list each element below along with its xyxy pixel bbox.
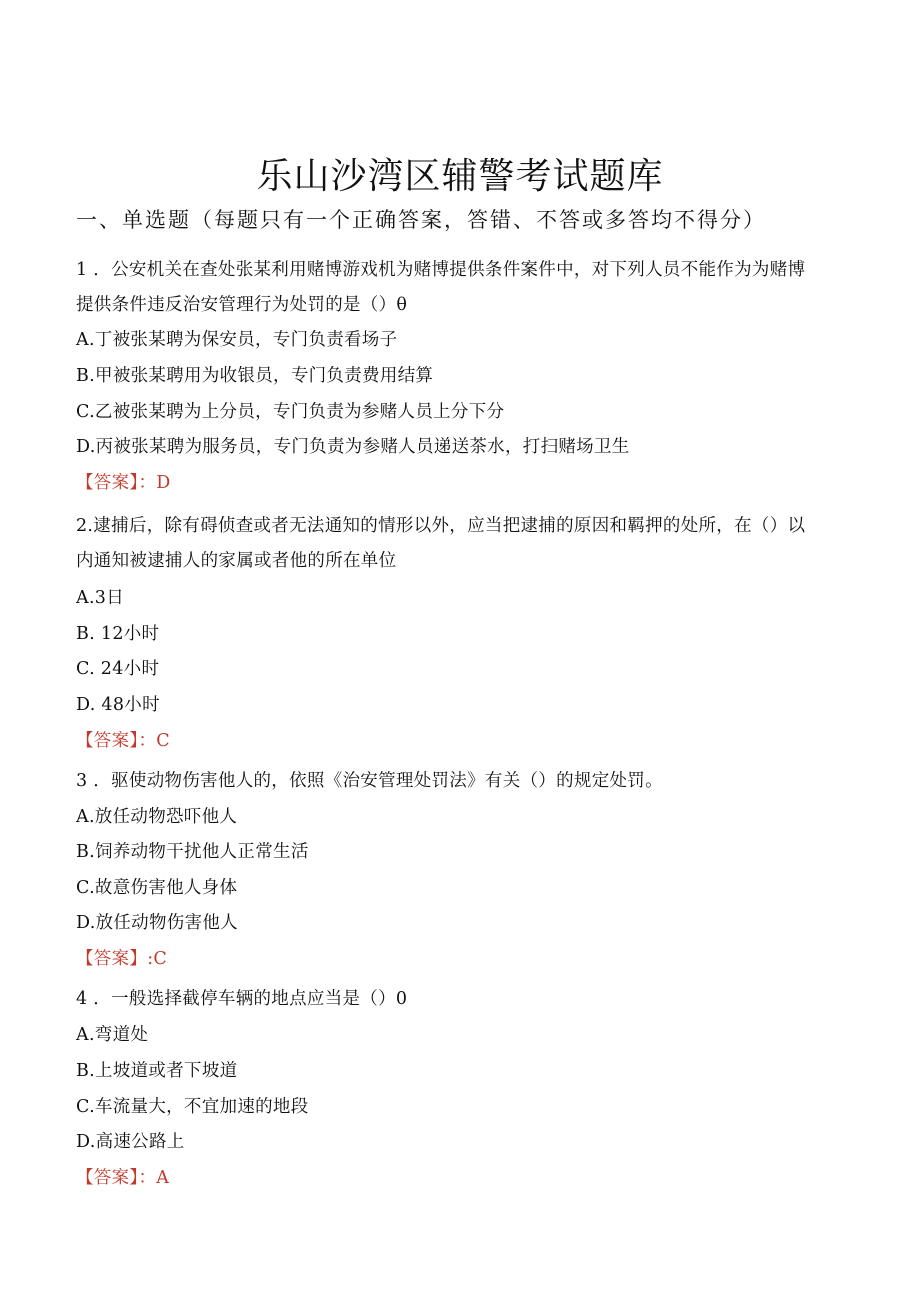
question-1-stem-line-2: 提供条件违反治安管理行为处罚的是（）θ: [76, 295, 408, 315]
question-2-option-b: B. 12小时: [76, 624, 160, 644]
question-3-stem-line-1: 3 ．驱使动物伤害他人的，依照《治安管理处罚法》有关（）的规定处罚。: [76, 771, 663, 791]
question-3-option-a: A.放任动物恐吓他人: [76, 807, 238, 827]
question-2-option-a: A.3日: [76, 588, 125, 608]
question-4-option-c: C.车流量大，不宜加速的地段: [76, 1097, 309, 1117]
question-2-stem-line-1: 2.逮捕后，除有碍侦查或者无法通知的情形以外，应当把逮捕的原因和羁押的处所，在（）以: [76, 516, 806, 536]
answer-value: :C: [147, 949, 168, 969]
question-1-option-b: B.甲被张某聘用为收银员，专门负责费用结算: [76, 366, 434, 386]
question-1-option-c: C.乙被张某聘为上分员，专门负责为参赌人员上分下分: [76, 402, 505, 422]
question-3-option-b: B.饲养动物干扰他人正常生活: [76, 842, 309, 862]
question-2-option-d: D. 48小时: [76, 695, 160, 715]
answer-value: ：C: [138, 731, 170, 751]
question-3-answer: [76, 945, 167, 970]
answer-label: 【答案】: [76, 731, 139, 751]
document-title: 乐山沙湾区辅警考试题库: [256, 156, 664, 197]
answer-label: 【答案】: [76, 949, 148, 969]
answer-label: 【答案】: [76, 1168, 139, 1188]
question-2-stem-line-2: 内通知被逮捕人的家属或者他的所在单位: [76, 551, 397, 571]
answer-label: 【答案】: [76, 473, 139, 493]
question-2-answer: [76, 727, 170, 752]
question-1-answer: [76, 469, 171, 494]
question-1-stem-line-1: 1 ．公安机关在查处张某利用赌博游戏机为赌博提供条件案件中，对下列人员不能作为为赌博: [76, 260, 806, 280]
question-4-option-d: D.高速公路上: [76, 1132, 185, 1152]
answer-value: ：D: [138, 473, 171, 493]
question-3-option-d: D.放任动物伤害他人: [76, 913, 238, 933]
question-3-option-c: C.故意伤害他人身体: [76, 878, 238, 898]
section-heading: 一、单选题（每题只有一个正确答案，答错、不答或多答均不得分）: [76, 208, 766, 232]
question-1-option-a: A.丁被张某聘为保安员，专门负责看场子: [76, 330, 398, 350]
question-2-option-c: C. 24小时: [76, 659, 160, 679]
question-4-answer: [76, 1164, 169, 1189]
question-4-stem-line-1: 4 ．一般选择截停车辆的地点应当是（）0: [76, 989, 408, 1009]
answer-value: ：A: [138, 1168, 170, 1188]
question-1-option-d: D.丙被张某聘为服务员，专门负责为参赌人员递送茶水，打扫赌场卫生: [76, 437, 630, 457]
question-4-option-a: A.弯道处: [76, 1025, 149, 1045]
question-4-option-b: B.上坡道或者下坡道: [76, 1061, 238, 1081]
